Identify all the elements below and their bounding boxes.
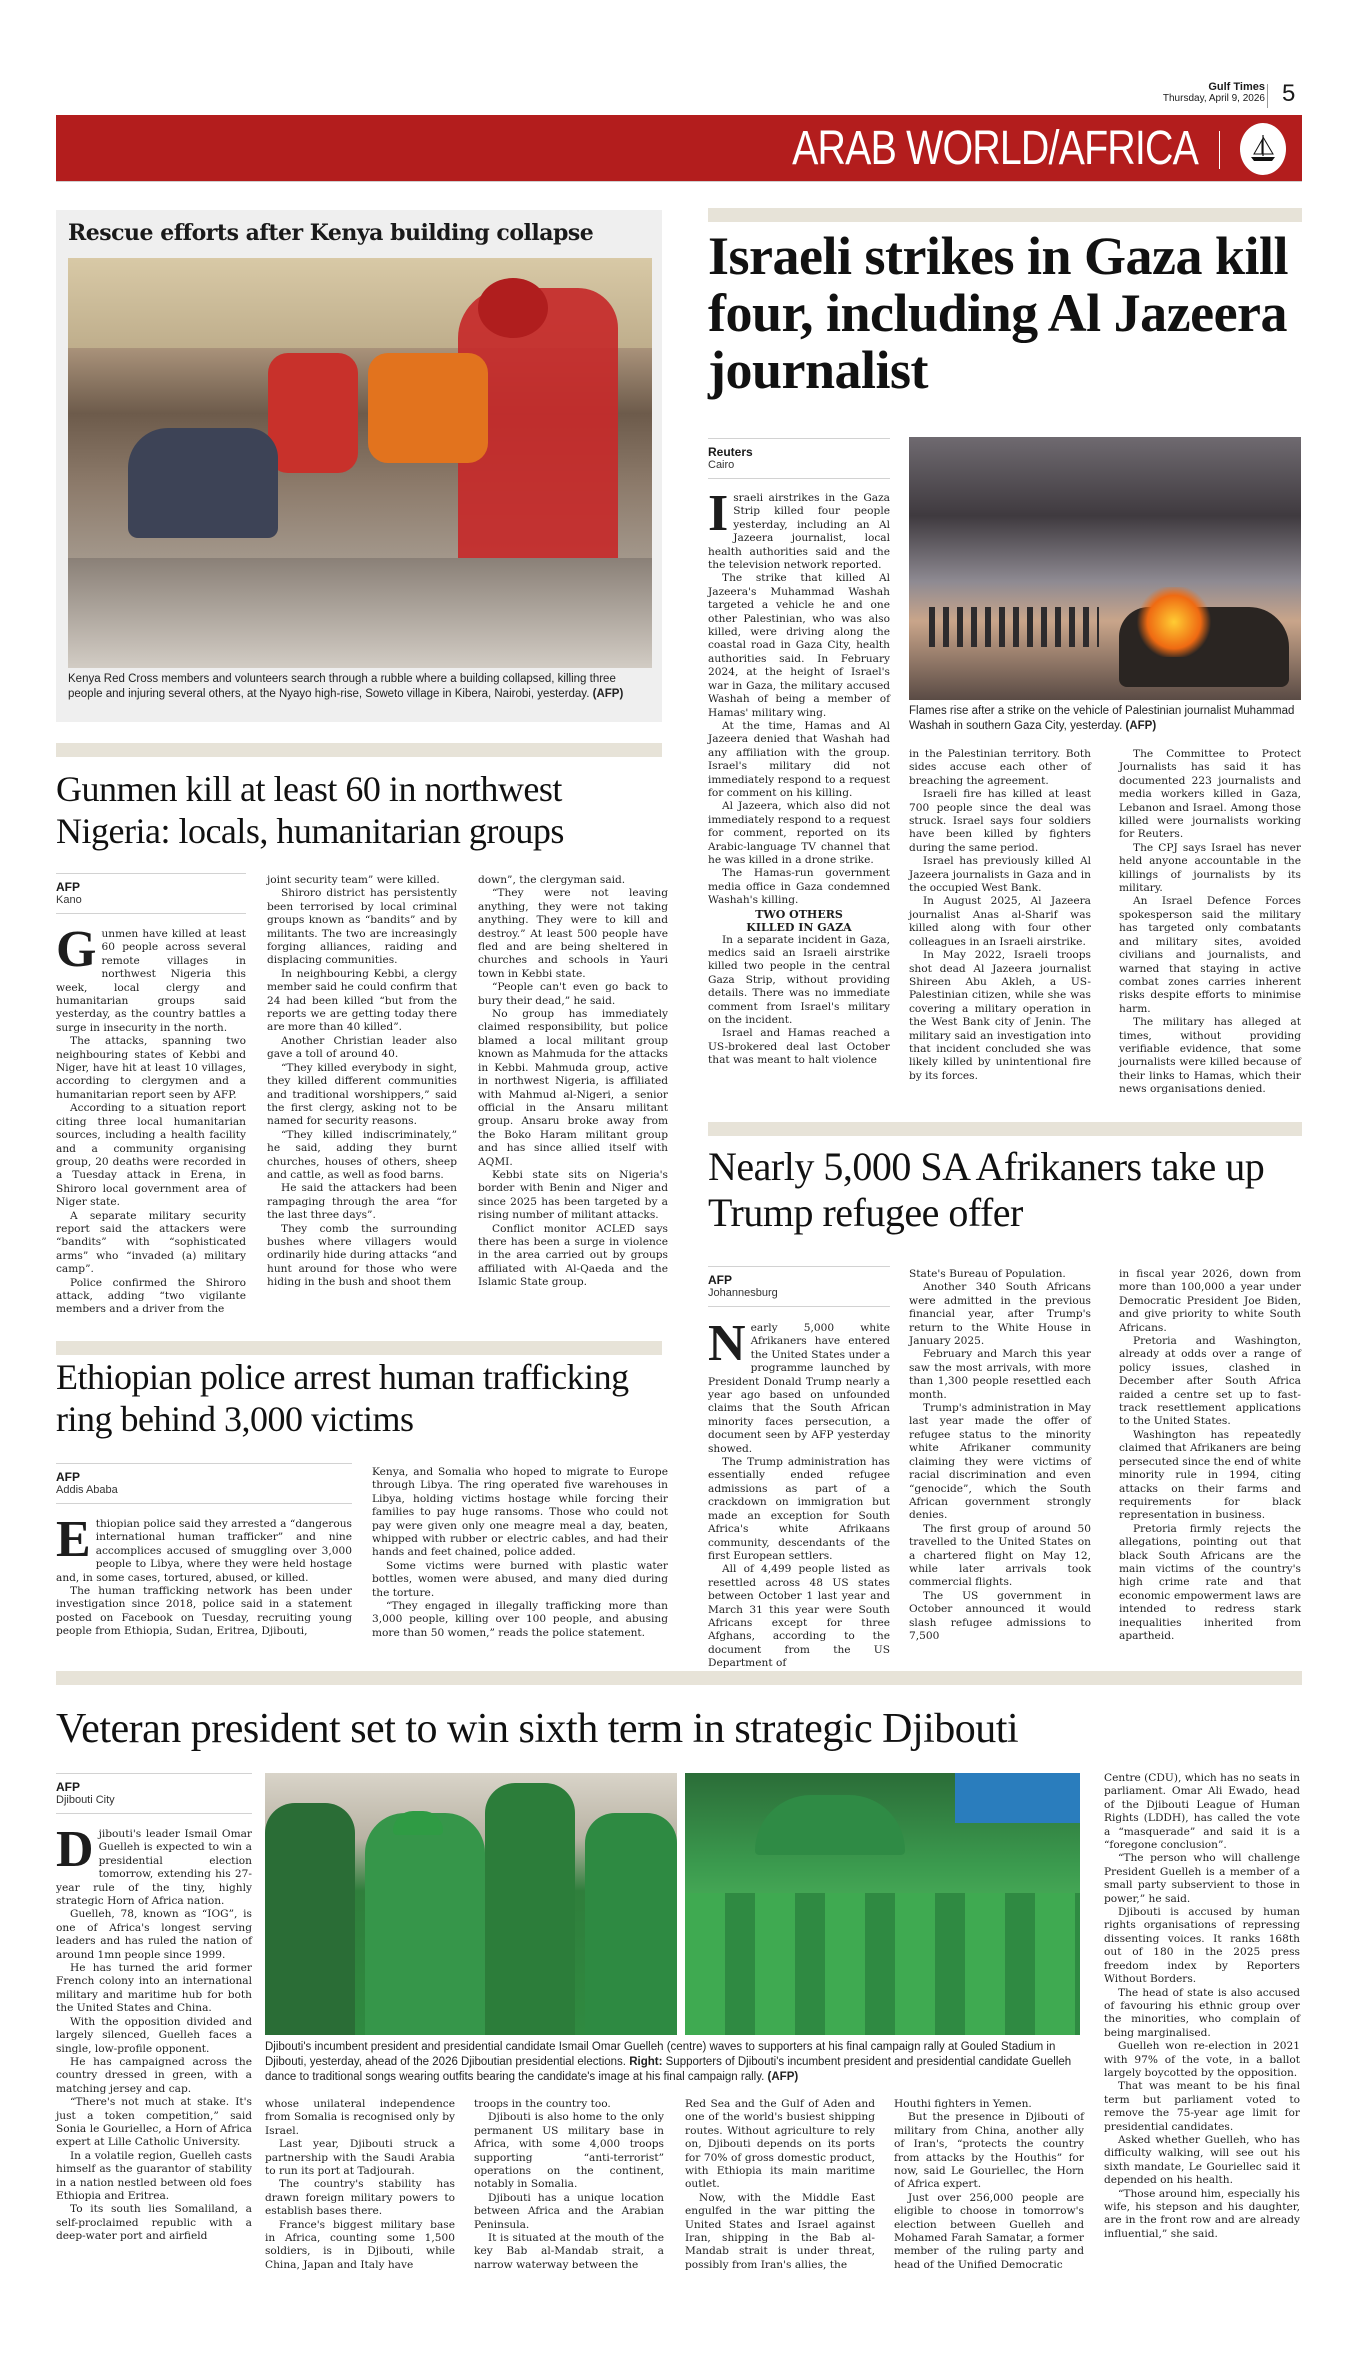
section-banner: [56, 115, 1302, 182]
ethiopia-column-1: Ethiopian police said they arrested a “dangerous international human trafficker” and nine accomplices accused of smuggling over 3,000 people to Libya, where they were held hostage and, in some cases, tortured, abused, or killed. The human trafficking network has been under investigation since 2018, police said in a statement posted on Facebook on Tuesday, recruiting young people from Ethiopia, Sudan, Eritrea, Djibouti,: [56, 1511, 352, 1638]
gaza-burning-car-photo: [909, 437, 1301, 700]
gaza-subhead: TWO OTHERS KILLED IN GAZA: [746, 907, 852, 934]
page-number: 5: [1282, 80, 1296, 107]
issue-date: Thursday, April 9, 2026: [1162, 93, 1265, 104]
photo-feature-title: Rescue efforts after Kenya building collapse: [68, 220, 594, 246]
djibouti-column-2: whose unilateral independence from Somalia is recognised only by Israel. Last year, Djibouti struck a partnership with the Saudi Arabia to run its port at Tadjourah. The country's stability has drawn foreign military powers to establish bases there. France's biggest military base in Africa, counting some 1,500 soldiers, is in Djibouti, while China, Japan and Italy have: [265, 2098, 455, 2271]
banner-divider: [1219, 131, 1220, 169]
djibouti-byline: AFP Djibouti City: [56, 1773, 252, 1814]
section-divider: [56, 1341, 662, 1355]
gaza-column-1: Israeli airstrikes in the Gaza Strip killed four people yesterday, including an Al Jazeera journalist, local health authorities said and the the television network reported. The strike that killed Al Jazeera's Muhammad Washah targeted a vehicle he and one other Palestinian, who was also killed, were driving along the coastal road in Gaza City, health authorities said. In February 2024, at the height of Israel's war in Gaza, the military accused Washah of being a member of Hamas' military wing. At the time, Hamas and Al Jazeera denied that Washah had any affiliation with the group. Israel's military did not immediately respond to a request for comment on his killing. Al Jazeera, which also did not immediately respond to a request for comment, reported on its Arabic-language TV channel that he was killed in a drone strike. The Hamas-run government media office in Gaza condemned Washah's killing. TWO OTHERS KILLED IN GAZA In a separate incident in Gaza, medics said an Israeli airstrike killed two people in the central Gaza Strip, without providing details. There was no immediate comment from Israel's military on the incident. Israel and Hamas reached a US-brokered deal last October that was meant to halt violence: [708, 485, 890, 1067]
gaza-byline: Reuters Cairo: [708, 438, 890, 479]
section-divider: [56, 1671, 1302, 1685]
djibouti-supporters-photo: [685, 1773, 1080, 2035]
afrikaners-column-1: Nearly 5,000 white Afrikaners have entered the United States under a programme launched by President Donald Trump nearly a year ago based on unfounded claims that the South African minority faces persecution, a document seen by AFP yesterday showed. The Trump administration has essentially ended refugee admissions as part of a crackdown on immigration but made an exception for South Africa's white Afrikaans community, descendants of the first European settlers. All of 4,499 people listed as resettled across 48 US states between October 1 last year and March 31 this year were South Africans except for three Afghans, according to the document from the US Department of: [708, 1315, 890, 1670]
section-divider: [56, 743, 662, 757]
nigeria-column-2: joint security team” were killed. Shiroro district has persistently been terrorised by local criminal groups known as “bandits” and by militants. The two are increasingly forging alliances, raiding and displacing communities. In neighbouring Kebbi, a clergy member said he could confirm that 24 had been killed “but from the reports we are getting today there are more than 40 killed”. Another Christian leader also gave a toll of around 40. “They killed everybody in sight, they killed different communities and traditional worshippers,” said the first clergy, asking not to be named for security reasons. “They killed indiscriminately,” he said, adding they burnt churches, houses of others, sheep and cattle, as well as food barns. He said the attackers had been rampaging through the area “for the last three days”. They comb the surrounding bushes where villagers would ordinarily hide during attacks “and hunt around for those who were hiding in the bush and shoot them: [267, 874, 457, 1289]
afrikaners-column-2: State's Bureau of Population. Another 340 South Africans were admitted in the previous financial year, after Trump's return to the White House in January 2025. February and March this year saw the most arrivals, with more than 1,300 people resettled each month. Trump's administration in May last year made the offer of refugee status to the minority white Afrikaner community claiming they were victims of racial discrimination and even “genocide”, which the South African government strongly denies. The first group of around 50 travelled to the United States on a chartered flight on May 12, while later arrivals took commercial flights. The US government in October announced it would slash refugee admissions to 7,500: [909, 1268, 1091, 1642]
page-number-divider: [1267, 84, 1268, 108]
afrikaners-byline: AFP Johannesburg: [708, 1266, 890, 1307]
section-divider: [708, 1122, 1302, 1136]
afrikaners-column-3: in fiscal year 2026, down from more than 100,000 a year under Democratic President Joe Biden, and give priority to white South Africans. Pretoria and Washington, already at odds over a range of policy issues, clashed in December after South Africa raided a centre set up to fast-track resettlement applications to the United States. Washington has repeatedly claimed that Afrikaners are being persecuted since the end of white minority rule in 1994, citing attacks on their farms and requirements for black representation in business. Pretoria firmly rejects the allegations, pointing out that black South Africans are the main victims of the country's high crime rate and that economic empowerment laws are intended to redress stark inequalities inherited from apartheid.: [1119, 1268, 1301, 1642]
gaza-column-2: in the Palestinian territory. Both sides accuse each other of breaching the agreement. Israeli fire has killed at least 700 people since the deal was struck. Israel says four soldiers have been killed by fighters during the same period. Israel has previously killed Al Jazeera journalists in Gaza and in the occupied West Bank. In August 2025, Al Jazeera journalist Anas al-Sharif was killed along with four other colleagues in an Israeli airstrike. In May 2022, Israeli troops shot dead Al Jazeera journalist Shireen Abu Akleh, a US-Palestinian citizen, while she was covering a military operation in the West Bank city of Jenin. The military said an investigation into that incident concluded she was likely killed by unintentional fire by its forces.: [909, 748, 1091, 1082]
gaza-column-3: The Committee to Protect Journalists has said it has documented 223 journalists and media workers killed in Gaza, Lebanon and Israel. Among those killed were journalists working for Reuters. The CPJ says Israel has never held anyone accountable in the killings of journalists by its military. An Israel Defence Forces spokesperson said the military has targeted only combatants and military sites, avoided civilians and journalists, and warned that staying in active combat zones carries inherent risks despite efforts to minimise harm. The military has alleged at times, without providing verifiable evidence, that some journalists were killed because of their links to Hamas, which their news organisations denied.: [1119, 748, 1301, 1096]
nigeria-byline: AFP Kano: [56, 873, 246, 914]
dhow-boat-icon: [1240, 123, 1286, 175]
djibouti-photo-caption: Djibouti's incumbent president and presidential candidate Ismail Omar Guelleh (centre) waves to supporters at his final campaign rally at Gouled Stadium in Djibouti, yesterday, ahead of the 2026 Djiboutian presidential elections. Right: Supporters of Djibouti's incumbent president and presidential candidate Guelleh dance to traditional songs wearing outfits bearing the candidate's image at his final campaign rally. (AFP): [265, 2041, 1072, 2083]
djibouti-headline: Veteran president set to win sixth term in strategic Djibouti: [56, 1706, 1019, 1752]
djibouti-column-3: troops in the country too. Djibouti is also home to the only permanent US military base in Africa, with some 4,000 troops supporting “anti-terrorist” operations on the continent, notably in Somalia. Djibouti has a unique location between Africa and the Arabian Peninsula. It is situated at the mouth of the key Bab al-Mandab strait, a narrow waterway between the: [474, 2098, 664, 2271]
section-divider: [708, 208, 1302, 222]
djibouti-president-rally-photo: [265, 1773, 677, 2035]
djibouti-column-1: Djibouti's leader Ismail Omar Guelleh is expected to win a presidential election tomorrow, extending his 27-year rule of the tiny, highly strategic Horn of Africa nation. Guelleh, 78, known as “IOG”, is one of Africa's longest serving leaders and has ruled the nation of around 1mn people since 1999. He has turned the arid former French colony into an international military and maritime hub for both the United States and China. With the opposition divided and largely silenced, Guelleh faces a single, low-profile opponent. He has campaigned across the country dressed in green, with a matching jersey and cap. “There's not much at stake. It's just a token competition,” said Sonia le Gouriellec, a Horn of Africa expert at Lille Catholic University. In a volatile region, Guelleh casts himself as the guarantor of stability in a nation nestled between old foes Ethiopia and Eritrea. To its south lies Somaliland, a self-proclaimed republic with a deep-water port and airfield: [56, 1821, 252, 2243]
kenya-photo-caption: Kenya Red Cross members and volunteers search through a rubble where a building collapsed, killing three people and injuring several others, at the Nyayo high-rise, Soweto village in Kibera, Nairobi, yesterday. (AFP): [68, 673, 624, 700]
nigeria-column-3: down”, the clergyman said. “They were not leaving anything, they were not taking anything. They were to kill and destroy.” At least 500 people have fled and are being sheltered in churches and schools in Yauri town in Kebbi state. “People can't even go back to bury their dead,” he said. No group has immediately claimed responsibility, but police blamed a local militant group known as Mahmuda for the attacks in Kebbi. Mahmuda group, active in northwest Nigeria, is affiliated with Mahmud al-Nigeri, a senior official in the Ansaru militant group. Ansaru broke away from the Boko Haram militant group and has since allied itself with AQMI. Kebbi state sits on Nigeria's border with Benin and Niger and since 2025 has been targeted by a rising number of militant attacks. Conflict monitor ACLED says there has been a surge in violence in the area carried out by groups affiliated with Al-Qaeda and the Islamic State group.: [478, 874, 668, 1289]
djibouti-column-6: Centre (CDU), which has no seats in parliament. Omar Ali Ewado, head of the Djibouti League of Human Rights (LDDH), has called the vote a “masquerade” and said it is a “foregone conclusion”. “The person who will challenge President Guelleh is a member of a small party subservient to those in power,” he said. Djibouti is accused by human rights organisations of repressing dissenting voices. It ranks 168th out of 180 in the 2025 press freedom index by Reporters Without Borders. The head of state is also accused of favouring his ethnic group over the minorities, who complain of being marginalised. Guelleh won re-election in 2021 with 97% of the vote, in a ballot largely boycotted by the opposition. That was meant to be his final term but parliament voted to remove the 75-year age limit for presidential candidates. Asked whether Guelleh, who has difficulty walking, will see out his sixth mandate, Le Gouriellec said it depended on his health. “Those around him, especially his wife, his stepson and his daughter, are in the front row and are already influential,” she said.: [1104, 1772, 1300, 2240]
paper-name: Gulf Times: [1208, 81, 1265, 93]
nigeria-column-1: Gunmen have killed at least 60 people across several remote villages in northwest Nigeria this week, local clergy and humanitarian groups said yesterday, as the country battles a surge in insecurity in the north. The attacks, spanning two neighbouring states of Kebbi and Niger, have hit at least 10 villages, according to clergymen and a humanitarian report seen by AFP. According to a situation report citing three local humanitarian sources, including a health facility and a community organising group, 20 deaths were recorded in a Tuesday attack in Erena, in Shiroro local government area of Niger state. A separate military security report said the attackers were “bandits” with “sophisticated arms” who “invaded (a) military camp”. Police confirmed the Shiroro attack, adding “two vigilante members and a driver from the: [56, 921, 246, 1316]
djibouti-column-4: Red Sea and the Gulf of Aden and one of the world's busiest shipping routes. Without agriculture to rely on, Djibouti depends on its ports for 70% of gross domestic product, with Ethiopia its main maritime outlet. Now, with the Middle East engulfed in the war pitting the United States and Israel against Iran, shipping in the Bab al-Mandab strait is under threat, possibly from Iran's allies, the: [685, 2098, 875, 2271]
nigeria-headline: Gunmen kill at least 60 in northwest Nigeria: locals, humanitarian groups: [56, 769, 564, 851]
afrikaners-headline: Nearly 5,000 SA Afrikaners take up Trump refugee offer: [708, 1144, 1265, 1235]
ethiopia-column-2: Kenya, and Somalia who hoped to migrate to Europe through Libya. The ring operated five warehouses in Libya, holding victims hostage while forcing their families to pay huge ransoms. Those who could not pay were given only one meagre meal a day, beaten, whipped with rubber or electric cables, and had their hands and feet chained, police added. Some victims were burned with plastic water bottles, women were abused, and many died during the torture. “They engaged in illegally trafficking more than 3,000 people, killing over 100 people, and abusing more than 50 women,” reads the police statement.: [372, 1466, 668, 1639]
gaza-photo-caption: Flames rise after a strike on the vehicle of Palestinian journalist Muhammad Washah in southern Gaza City, yesterday. (AFP): [909, 705, 1295, 732]
masthead-meta: [1163, 82, 1265, 104]
ethiopia-byline: AFP Addis Ababa: [56, 1463, 352, 1504]
djibouti-column-5: Houthi fighters in Yemen. But the presence in Djibouti of military from China, another ally of Iran's, “protects the country from attacks by the Houthis” for now, said Le Gouriellec, the Horn of Africa expert. Just over 256,000 people are eligible to choose in tomorrow's election between Guelleh and Mohamed Farah Samatar, a former member of the ruling party and head of the Unified Democratic: [894, 2098, 1084, 2271]
section-title: ARAB WORLD/AFRICA: [792, 122, 1198, 175]
kenya-photo-feature: [56, 210, 662, 722]
ethiopia-headline: Ethiopian police arrest human trafficking ring behind 3,000 victims: [56, 1357, 629, 1439]
gaza-headline: Israeli strikes in Gaza kill four, including Al Jazeera journalist: [708, 226, 1288, 400]
kenya-rescue-photo: [68, 258, 652, 668]
